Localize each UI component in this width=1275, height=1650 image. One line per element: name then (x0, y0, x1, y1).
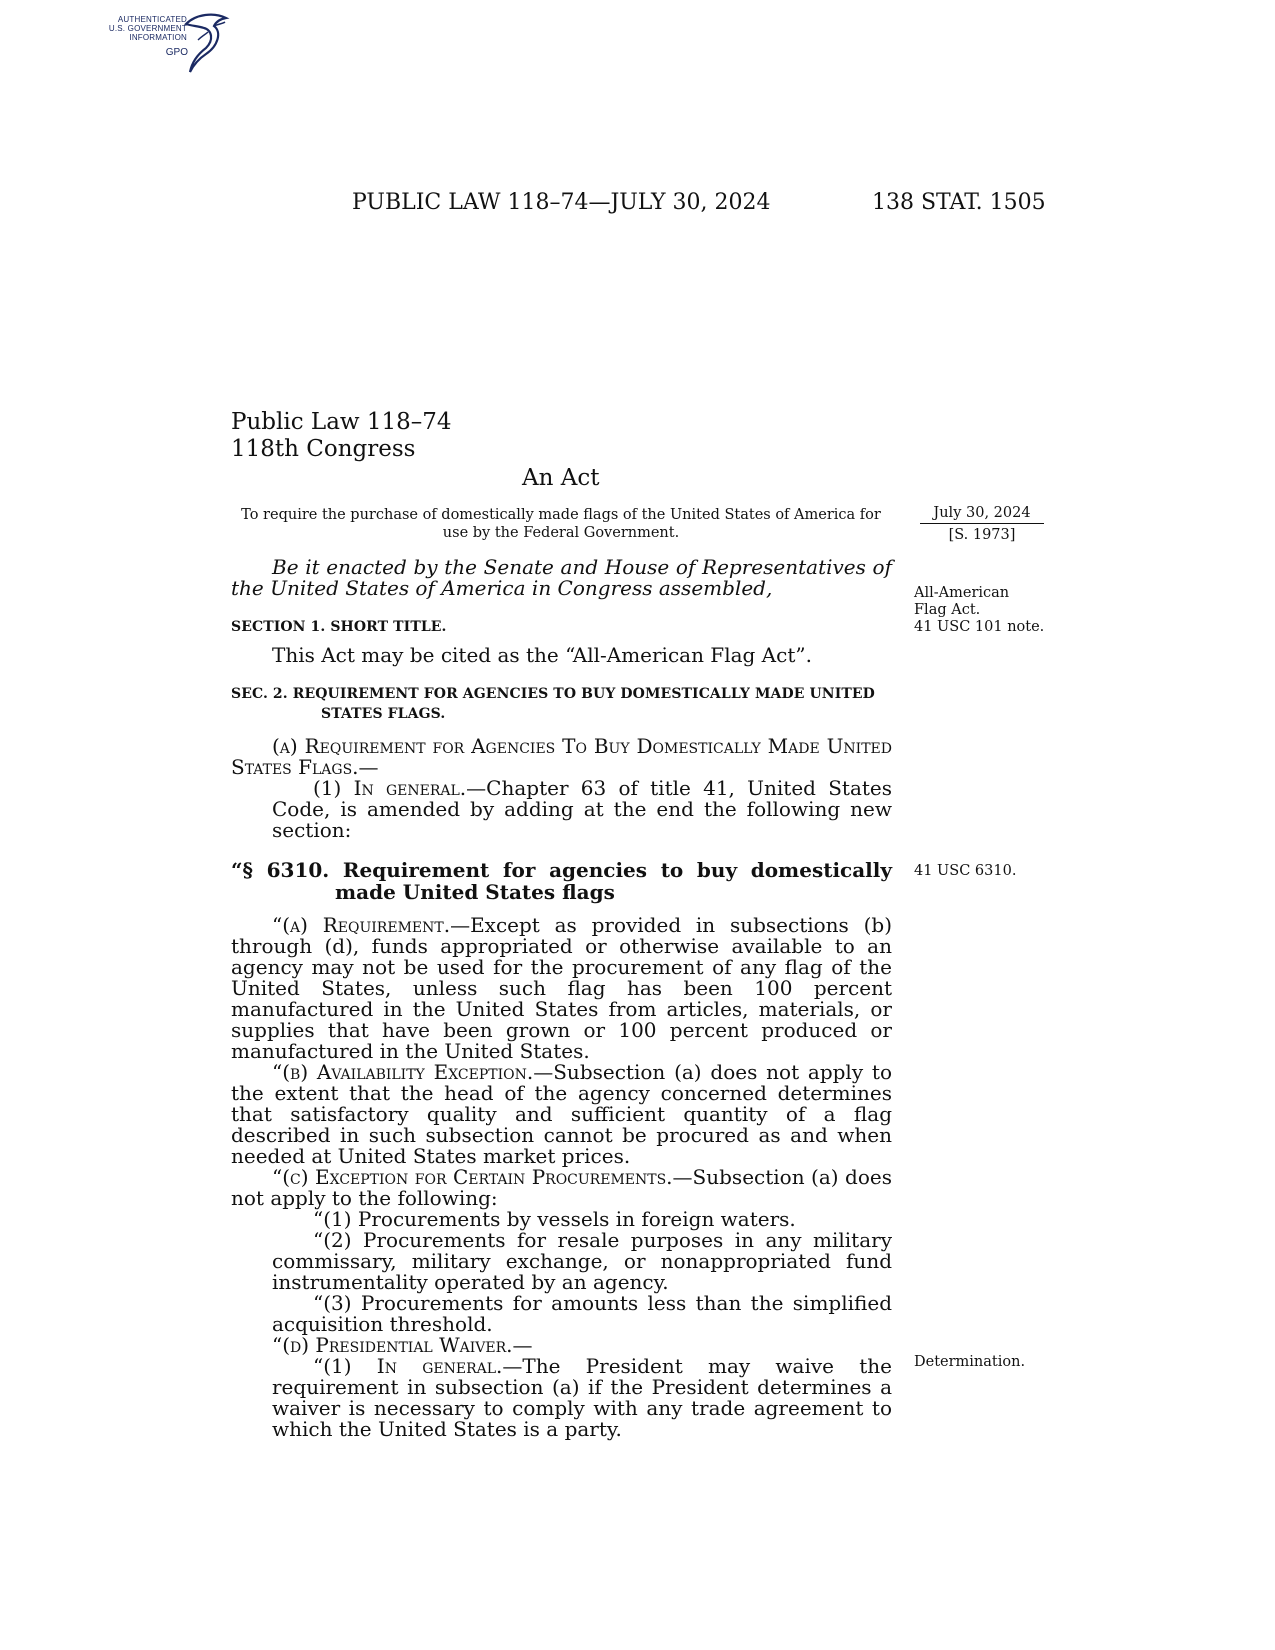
logo-gpo-mark: GPO (165, 47, 188, 58)
logo-line-3: INFORMATION (129, 33, 187, 42)
running-head-title: PUBLIC LAW 118–74—JULY 30, 2024 (352, 190, 771, 215)
paragraph-a1-heading: (1) In general. (313, 776, 467, 800)
subsection-a-requirement-heading: “(a) Requirement. (272, 913, 451, 937)
section-1-heading: SECTION 1. SHORT TITLE. (231, 619, 447, 635)
logo-line-1: AUTHENTICATED (117, 15, 187, 24)
act-purpose: To require the purchase of domestically made flags of the United States of America for use by the Federal Government. (241, 507, 881, 541)
paragraph-d1 (231, 1356, 892, 1440)
bill-number: [S. 1973] (948, 527, 1016, 543)
margin-note-line: All-American (914, 585, 1010, 601)
subsection-a-heading: (a) Requirement for Agencies To Buy Domestically Made United States Flags.— (231, 734, 892, 779)
enactment-date-box (920, 505, 1044, 543)
margin-note-short-title (914, 585, 1044, 636)
running-head-stat: 138 STAT. 1505 (872, 190, 1046, 215)
paragraph-d1-heading: “(1) In general. (313, 1354, 503, 1378)
logo-line-2: U.S. GOVERNMENT (108, 24, 187, 33)
section-1-text: This Act may be cited as the “All-American Flag Act”. (272, 643, 812, 667)
enactment-date: July 30, 2024 (920, 505, 1044, 524)
margin-note-line: Flag Act. (914, 602, 981, 618)
subsection-6310-b (231, 1062, 892, 1167)
section-2-heading: SEC. 2. REQUIREMENT FOR AGENCIES TO BUY DOMESTICALLY MADE UNITED STATES FLAGS. (231, 686, 875, 722)
logo-text (92, 15, 187, 42)
paragraph-c1: “(1) Procurements by vessels in foreign waters. (313, 1207, 796, 1231)
law-identifier (231, 409, 452, 463)
act-title: An Act (522, 465, 600, 491)
congress-number: 118th Congress (231, 436, 416, 462)
margin-note-waiver: Determination. (914, 1354, 1026, 1370)
enacting-clause: Be it enacted by the Senate and House of Representatives of the United States of America in Congress assembled, (231, 555, 892, 600)
subsection-b-heading: “(b) Availability Exception. (272, 1060, 534, 1084)
law-body (231, 557, 892, 1440)
margin-note-section: 41 USC 6310. (914, 863, 1017, 879)
paragraph-a1 (231, 778, 892, 841)
public-law-number: Public Law 118–74 (231, 409, 452, 435)
gpo-logo (92, 10, 232, 76)
subsection-a-requirement-text: —Except as provided in subsections (b) through (d), funds appropriated or otherwise available to an agency may not be used for the procurement of any flag of the United States, unless such flag has been 100 percent manufactured in the United States from articles, materials, or supplies that have been grown or 100 percent produced or manufactured in the United States. (231, 913, 892, 1063)
subsection-b-text: —Subsection (a) does not apply to the extent that the head of the agency concerned determines that satisfactory quality and sufficient quantity of a flag described in such subsection cannot be procured as and when needed at United States market prices. (231, 1060, 893, 1168)
paragraph-c3: “(3) Procurements for amounts less than the simplified acquisition threshold. (272, 1291, 892, 1336)
subsection-c-heading: “(c) Exception for Certain Procurements. (272, 1165, 673, 1189)
eagle-icon (178, 10, 232, 76)
paragraph-c2: “(2) Procurements for resale purposes in any military commissary, military exchange, or nonappropriated fund instrumentality operated by an agency. (272, 1228, 892, 1294)
subsection-c-text: —Subsection (a) does not apply to the following: (231, 1165, 892, 1210)
subsection-d-heading: “(d) Presidential Waiver.— (272, 1333, 533, 1357)
subsection-6310-a (231, 915, 892, 1062)
paragraph-a1-text: —Chapter 63 of title 41, United States Code, is amended by adding at the end the following new section: (272, 776, 892, 842)
subsection-6310-c (231, 1167, 892, 1209)
paragraph-d1-text: —The President may waive the requirement in subsection (a) if the President determines a waiver is necessary to comply with any trade agreement to which the United States is a party. (272, 1354, 892, 1441)
margin-note-line: 41 USC 101 note. (914, 619, 1045, 635)
section-6310-title: “§ 6310. Requirement for agencies to buy domestically made United States flags (231, 858, 892, 904)
